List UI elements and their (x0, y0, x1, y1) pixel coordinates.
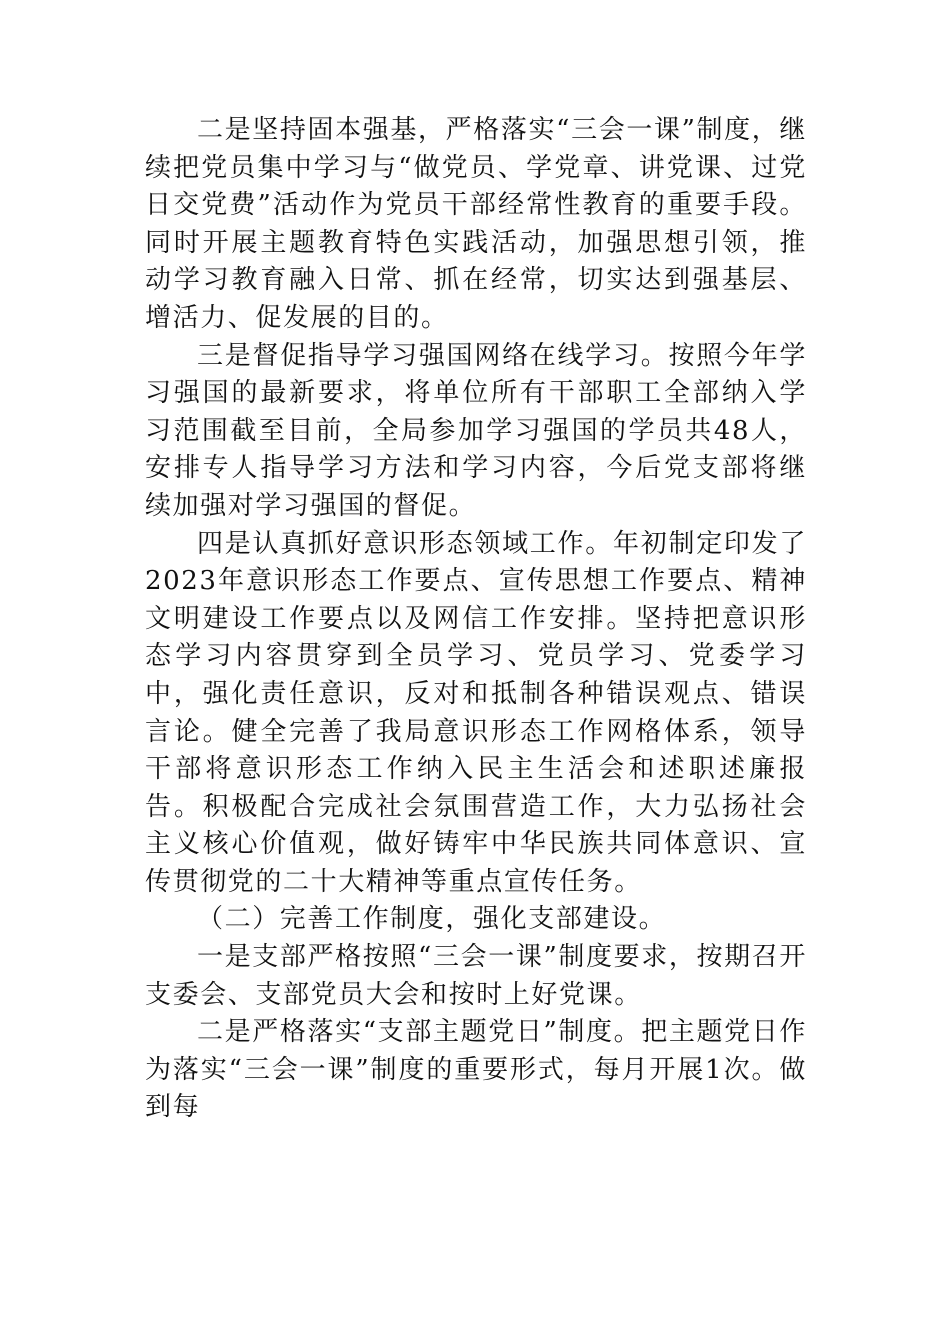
paragraph-meeting-system: 一是支部严格按照“三会一课”制度要求，按期召开支委会、支部党员大会和按时上好党课。 (145, 942, 807, 1010)
document-body (145, 112, 807, 1127)
paragraph-study-platform: 三是督促指导学习强国网络在线学习。按照今年学习强国的最新要求，将单位所有干部职工全部纳入学习范围截至目前，全局参加学习强国的学员共48人，安排专人指导学习方法和学习内容，今后党支部将继续加强对学习强国的督促。 (145, 340, 807, 521)
paragraph-theme-day: 二是严格落实“支部主题党日”制度。把主题党日作为落实“三会一课”制度的重要形式，每月开展1次。做到每 (145, 1017, 807, 1123)
paragraph-ideology-work: 四是认真抓好意识形态领域工作。年初制定印发了2023年意识形态工作要点、宣传思想工作要点、精神文明建设工作要点以及网信工作安排。坚持把意识形态学习内容贯穿到全员学习、党员学习、党委学习中，强化责任意识，反对和抵制各种错误观点、错误言论。健全完善了我局意识形态工作网格体系，领导干部将意识形态工作纳入民主生活会和述职述廉报告。积极配合完成社会氛围营造工作，大力弘扬社会主义核心价值观，做好铸牢中华民族共同体意识、宣传贯彻党的二十大精神等重点宣传任务。 (145, 528, 807, 897)
section-heading: （二）完善工作制度，强化支部建设。 (197, 904, 667, 935)
paragraph-consolidate-foundation: 二是坚持固本强基，严格落实“三会一课”制度，继续把党员集中学习与“做党员、学党章、讲党课、过党日交党费”活动作为党员干部经常性教育的重要手段。同时开展主题教育特色实践活动，加强思想引领，推动学习教育融入日常、抓在经常，切实达到强基层、增活力、促发展的目的。 (145, 115, 807, 333)
